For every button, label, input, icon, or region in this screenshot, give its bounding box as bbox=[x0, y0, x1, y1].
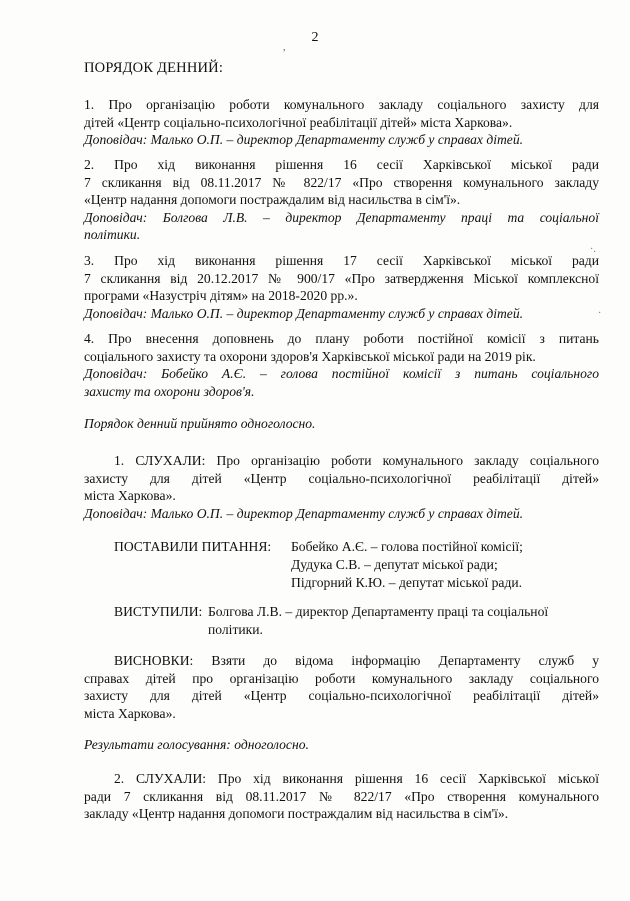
agenda-item-2-line-2: 7 скликання від 08.11.2017 № 822/17 «Про створення комунального закладу bbox=[84, 174, 599, 190]
heard-1-speaker: Доповідач: Малько О.П. – директор Департаменту служб у справах дітей. bbox=[84, 505, 524, 521]
agenda-item-3-line-1: 3. Про хід виконання рішення 17 сесії Харківської міської ради bbox=[84, 253, 599, 268]
agenda-item-2 bbox=[84, 156, 599, 244]
heard-1-line-3: міста Харкова». bbox=[84, 488, 176, 504]
questions-person-3: Підгорний К.Ю. – депутат міської ради. bbox=[291, 575, 523, 590]
heard-1-line-1: 1. СЛУХАЛИ: Про організацію роботи комунального закладу соціального bbox=[114, 453, 599, 468]
agenda-item-1-line-2: дітей «Центр соціально-психологічної реабілітації дітей» міста Харкова». bbox=[84, 114, 513, 130]
agenda-item-3-line-2: 7 скликання від 20.12.2017 № 900/17 «Про затвердження Міської комплексної bbox=[84, 270, 599, 286]
agenda-heading: ПОРЯДОК ДЕННИЙ: bbox=[84, 60, 224, 76]
questions-person-2: Дудука С.В. – депутат міської ради; bbox=[291, 557, 498, 572]
agenda-item-2-speaker-line-2: політики. bbox=[84, 227, 141, 243]
spoke-line-2: політики. bbox=[208, 622, 263, 637]
heard-2-line-2: ради 7 скликання від 08.11.2017 № 822/17 «Про створення комунального bbox=[84, 788, 599, 804]
spoke-line-1: Болгова Л.В. – директор Департаменту праці та соціальної bbox=[208, 604, 549, 619]
agenda-item-2-speaker-line-1: Доповідач: Болгова Л.В. – директор Департаменту праці та соціальної bbox=[84, 209, 599, 225]
heard-2 bbox=[84, 770, 599, 823]
heard-1 bbox=[84, 452, 599, 522]
conclusions bbox=[84, 652, 599, 722]
scan-mark: , bbox=[283, 42, 286, 53]
agenda-item-3 bbox=[84, 252, 602, 322]
agenda-item-2-line-3: «Центр надання допомоги постраждалим від насильства в сім'ї». bbox=[84, 192, 461, 208]
agenda-item-1-speaker: Доповідач: Малько О.П. – директор Департаменту служб у справах дітей. bbox=[84, 132, 524, 148]
agenda-item-3-line-3: програми «Назустріч дітям» на 2018-2020 рр.». bbox=[84, 288, 358, 304]
page-number: 2 bbox=[311, 30, 319, 45]
heard-2-line-1: 2. СЛУХАЛИ: Про хід виконання рішення 16 сесії Харківської міської bbox=[114, 771, 599, 786]
agenda-item-4-line-2: соціального захисту та охорони здоров'я Харківської міської ради на 2019 рік. bbox=[84, 348, 536, 364]
questions-label: ПОСТАВИЛИ ПИТАННЯ: bbox=[114, 539, 272, 554]
agenda-item-4-speaker-line-1: Доповідач: Бобейко А.Є. – голова постійної комісії з питань соціального bbox=[84, 366, 599, 382]
scan-mark: · bbox=[598, 308, 602, 319]
agenda-item-1 bbox=[84, 96, 599, 149]
spoke-label: ВИСТУПИЛИ: bbox=[114, 604, 203, 619]
agenda-item-4-line-1: 4. Про внесення доповнень до плану роботи постійної комісії з питань bbox=[84, 331, 599, 346]
conclusions-line-3: захисту для дітей «Центр соціально-психологічної реабілітації дітей» bbox=[84, 688, 599, 704]
agenda-item-4-speaker-line-2: захисту та охорони здоров'я. bbox=[84, 383, 255, 399]
conclusions-line-2: справах дітей про організацію роботи комунального закладу соціального bbox=[84, 670, 599, 686]
scan-mark: ·. bbox=[590, 244, 596, 255]
agenda-item-2-line-1: 2. Про хід виконання рішення 16 сесії Харківської міської ради bbox=[84, 157, 599, 172]
agenda-item-4 bbox=[84, 330, 599, 400]
vote-result: Результати голосування: одноголосно. bbox=[84, 737, 309, 752]
agenda-item-1-line-1: 1. Про організацію роботи комунального закладу соціального захисту для bbox=[84, 97, 599, 112]
heard-1-line-2: захисту для дітей «Центр соціально-психологічної реабілітації дітей» bbox=[84, 470, 599, 486]
agenda-adopted: Порядок денний прийнято одноголосно. bbox=[84, 416, 316, 431]
heard-2-line-3: закладу «Центр надання допомоги постраждалим від насильства в сім'ї». bbox=[84, 806, 509, 822]
conclusions-line-4: міста Харкова». bbox=[84, 705, 176, 721]
conclusions-line-1: ВИСНОВКИ: Взяти до відома інформацію Департаменту служб у bbox=[114, 653, 599, 668]
agenda-item-3-speaker: Доповідач: Малько О.П. – директор Департаменту служб у справах дітей. bbox=[84, 305, 524, 321]
questions-person-1: Бобейко А.Є. – голова постійної комісії; bbox=[291, 539, 523, 554]
